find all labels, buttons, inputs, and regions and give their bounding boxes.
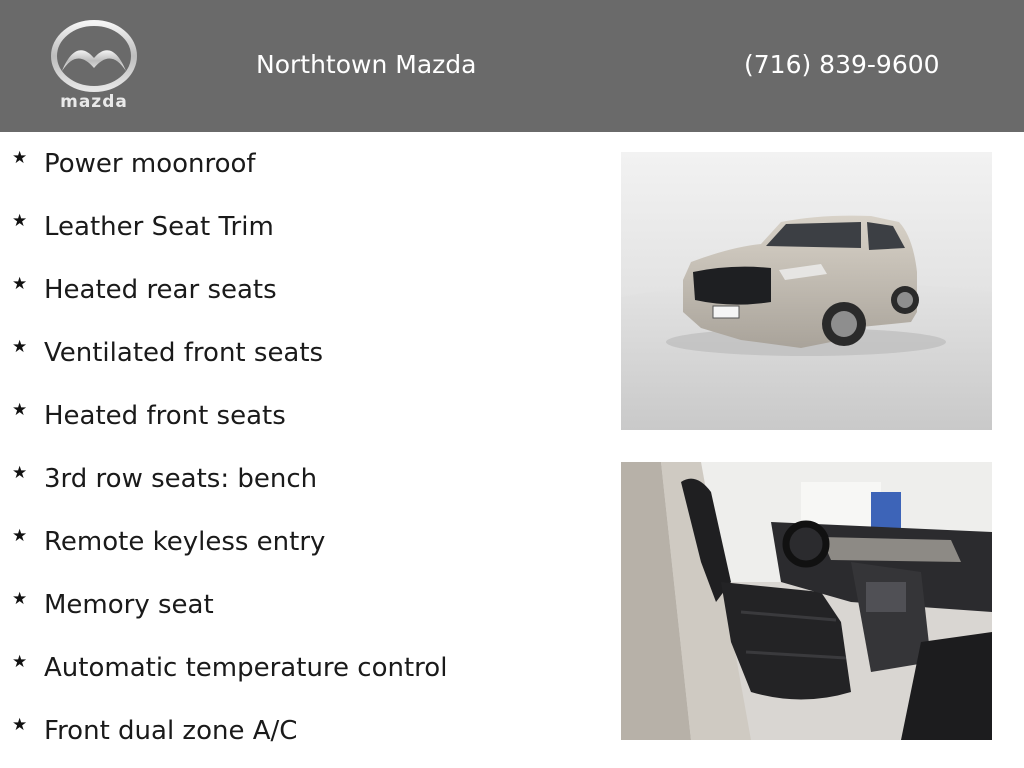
feature-item <box>12 459 317 499</box>
feature-label: Remote keyless entry <box>44 527 326 557</box>
feature-item <box>12 648 447 688</box>
star-icon: ★ <box>12 526 28 546</box>
mazda-logo <box>40 16 148 116</box>
star-icon: ★ <box>12 211 28 231</box>
star-icon: ★ <box>12 589 28 609</box>
feature-item <box>12 270 277 310</box>
feature-item <box>12 585 214 625</box>
feature-item <box>12 522 325 562</box>
star-icon: ★ <box>12 400 28 420</box>
star-icon: ★ <box>12 274 28 294</box>
star-icon: ★ <box>12 148 28 168</box>
feature-item <box>12 396 286 436</box>
interior-photo[interactable] <box>621 462 992 740</box>
star-icon: ★ <box>12 652 28 672</box>
dealer-phone[interactable]: (716) 839-9600 <box>744 50 940 79</box>
feature-label: Automatic temperature control <box>44 653 448 683</box>
star-icon: ★ <box>12 715 28 735</box>
mazda-emblem-icon <box>40 16 148 96</box>
feature-label: Front dual zone A/C <box>44 716 298 746</box>
feature-label: Heated rear seats <box>44 275 277 305</box>
star-icon: ★ <box>12 337 28 357</box>
feature-label: Memory seat <box>44 590 214 620</box>
logo-wordmark: mazda <box>60 92 128 112</box>
feature-item <box>12 207 274 247</box>
suv-interior-image <box>621 462 992 740</box>
feature-label: Leather Seat Trim <box>44 212 274 242</box>
feature-item <box>12 333 323 373</box>
feature-item <box>12 144 256 184</box>
feature-label: Heated front seats <box>44 401 286 431</box>
dealer-name: Northtown Mazda <box>256 50 477 79</box>
star-icon: ★ <box>12 463 28 483</box>
feature-label: Ventilated front seats <box>44 338 324 368</box>
feature-label: Power moonroof <box>44 149 256 179</box>
suv-exterior-image <box>621 152 992 430</box>
feature-item <box>12 711 297 751</box>
exterior-photo[interactable] <box>621 152 992 430</box>
feature-label: 3rd row seats: bench <box>44 464 318 494</box>
header-bar <box>0 0 1024 132</box>
